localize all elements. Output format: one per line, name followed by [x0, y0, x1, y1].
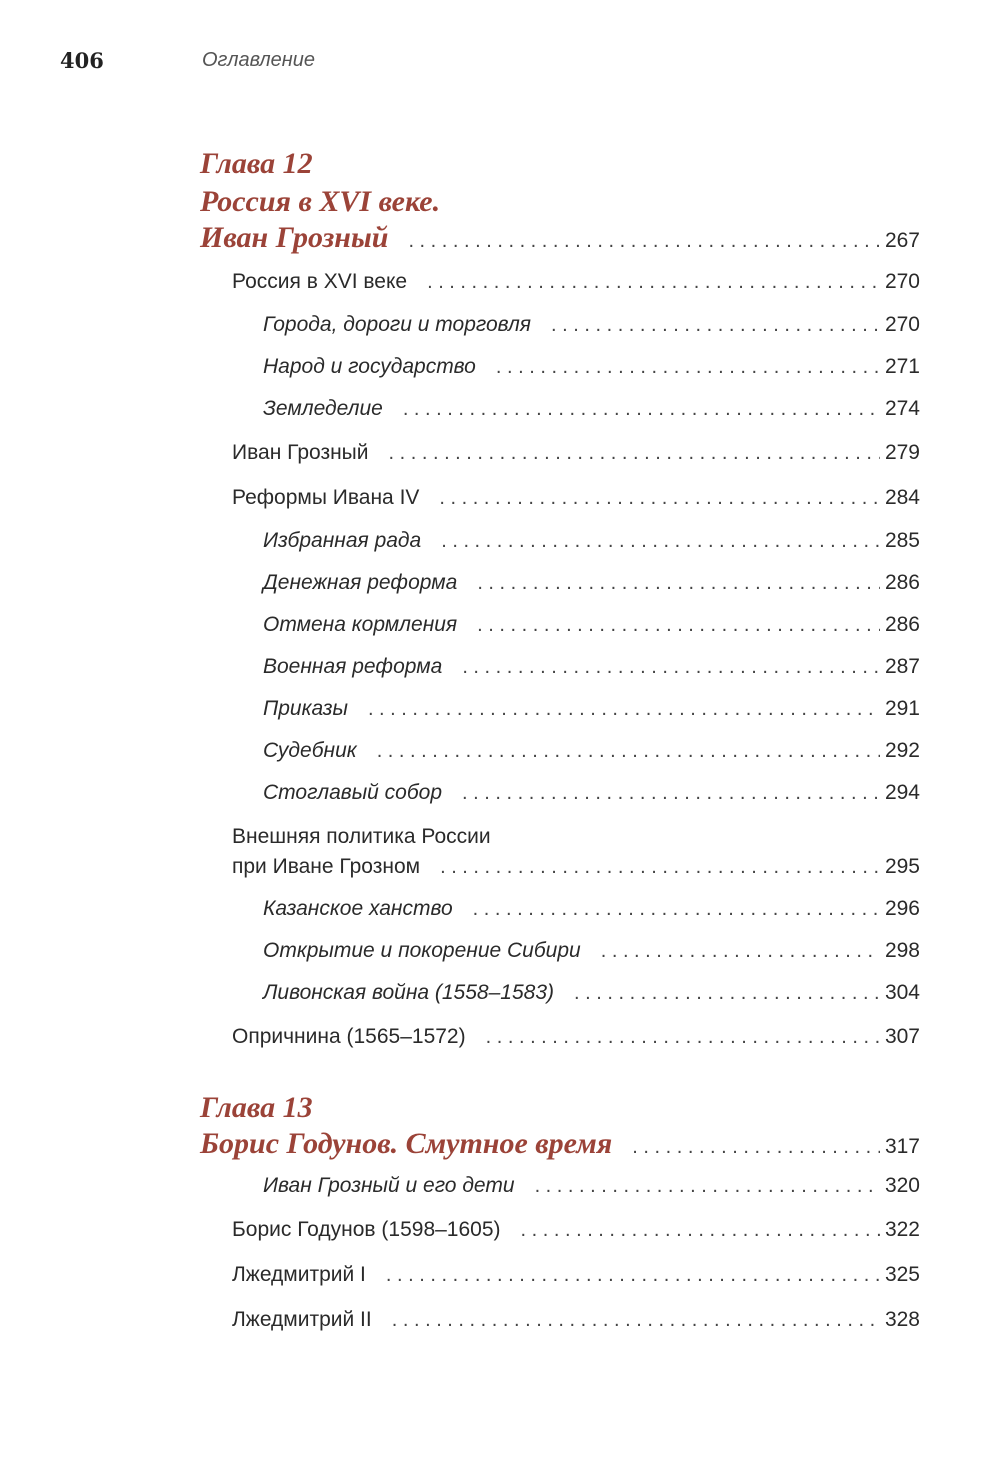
dot-leader	[574, 972, 880, 1014]
entry-title: Реформы Ивана IV	[232, 486, 420, 509]
dot-leader	[377, 730, 880, 772]
toc-entry[interactable]	[232, 475, 920, 520]
page-ref: 270	[884, 270, 920, 293]
entry-title: Лжедмитрий I	[232, 1263, 366, 1286]
chapter-13-entry[interactable]	[200, 1127, 920, 1165]
toc-entry[interactable]	[232, 430, 920, 475]
entry-title: Открытие и покорение Сибири	[263, 939, 581, 962]
dot-leader	[477, 604, 880, 646]
toc-subentry[interactable]	[263, 1165, 920, 1207]
toc-entry[interactable]	[232, 852, 920, 882]
chapter-12-title: Иван Грозный	[200, 221, 389, 254]
entry-title: Денежная реформа	[263, 571, 458, 594]
toc-subentry[interactable]	[263, 346, 920, 388]
toc-subentry[interactable]	[263, 972, 920, 1014]
dot-leader	[496, 346, 880, 388]
entry-title: Народ и государство	[263, 355, 476, 378]
entry-title: Опричнина (1565–1572)	[232, 1025, 466, 1048]
entry-title: Отмена кормления	[263, 613, 458, 636]
running-head	[60, 48, 940, 76]
page-ref: 271	[884, 355, 920, 378]
toc-entry[interactable]	[232, 1014, 920, 1059]
page-ref: 274	[884, 397, 920, 420]
page-ref: 317	[884, 1135, 920, 1158]
dot-leader	[601, 930, 880, 972]
toc-entry[interactable]	[232, 1207, 920, 1252]
page-ref: 287	[884, 655, 920, 678]
entry-title: Города, дороги и торговля	[263, 313, 532, 336]
page-ref: 298	[884, 939, 920, 962]
dot-leader	[440, 852, 880, 882]
page-ref: 285	[884, 529, 920, 552]
dot-leader	[441, 520, 880, 562]
toc-subentry[interactable]	[263, 304, 920, 346]
page-ref: 307	[884, 1025, 920, 1048]
dot-leader	[389, 431, 880, 476]
dot-leader	[632, 1136, 880, 1159]
chapter-spacer	[200, 1059, 920, 1089]
page-ref: 292	[884, 739, 920, 762]
entry-title: Приказы	[263, 697, 348, 720]
entry-title: Стоглавый собор	[263, 781, 443, 804]
chapter-13-label: Глава 13	[200, 1091, 313, 1124]
toc-entry[interactable]	[232, 1252, 920, 1297]
page-ref: 328	[884, 1308, 920, 1331]
chapter-13-title: Борис Годунов. Смутное время	[200, 1127, 613, 1160]
page-ref: 325	[884, 1263, 920, 1286]
dot-leader	[486, 1015, 880, 1060]
entry-title: Лжедмитрий II	[232, 1308, 372, 1331]
toc-subentry[interactable]	[263, 688, 920, 730]
page-ref: 322	[884, 1218, 920, 1241]
page-ref: 320	[884, 1174, 920, 1197]
dot-leader	[462, 772, 880, 814]
entry-title-line1[interactable]: Внешняя политика России	[232, 825, 491, 848]
table-of-contents	[200, 145, 920, 1342]
toc-subentry[interactable]	[263, 388, 920, 430]
dot-leader	[368, 688, 880, 730]
toc-subentry[interactable]	[263, 930, 920, 972]
entry-title: Избранная рада	[263, 529, 422, 552]
toc-entry[interactable]	[232, 1297, 920, 1342]
toc-subentry[interactable]	[263, 772, 920, 814]
toc-subentry[interactable]	[263, 646, 920, 688]
entry-title: Иван Грозный и его дети	[263, 1174, 515, 1197]
entry-title: Ливонская война (1558–1583)	[263, 981, 554, 1004]
dot-leader	[408, 230, 880, 253]
page-ref: 296	[884, 897, 920, 920]
chapter-12-entry[interactable]	[200, 221, 920, 259]
page-ref: 267	[884, 229, 920, 252]
page-ref: 286	[884, 613, 920, 636]
page-number: 406	[60, 48, 104, 73]
page-ref: 294	[884, 781, 920, 804]
entry-title: Борис Годунов (1598–1605)	[232, 1218, 501, 1241]
dot-leader	[392, 1298, 880, 1343]
dot-leader	[535, 1165, 880, 1207]
dot-leader	[521, 1208, 880, 1253]
page-ref: 284	[884, 486, 920, 509]
toc-entry[interactable]	[232, 259, 920, 304]
dot-leader	[473, 888, 880, 930]
page-ref: 295	[884, 855, 920, 878]
page-ref: 279	[884, 441, 920, 464]
dot-leader	[551, 304, 880, 346]
page-ref: 270	[884, 313, 920, 336]
entry-title: Земледелие	[263, 397, 383, 420]
dot-leader	[386, 1253, 880, 1298]
page-ref: 291	[884, 697, 920, 720]
entry-title: Иван Грозный	[232, 441, 369, 464]
toc-subentry[interactable]	[263, 888, 920, 930]
dot-leader	[439, 476, 880, 521]
toc-subentry[interactable]	[263, 520, 920, 562]
toc-subentry[interactable]	[263, 604, 920, 646]
page-ref: 286	[884, 571, 920, 594]
chapter-12-label: Глава 12	[200, 147, 313, 180]
page-ref: 304	[884, 981, 920, 1004]
entry-title: Судебник	[263, 739, 357, 762]
entry-title: Военная реформа	[263, 655, 443, 678]
section-title: Оглавление	[202, 49, 316, 71]
dot-leader	[427, 260, 880, 305]
dot-leader	[477, 562, 880, 604]
dot-leader	[462, 646, 880, 688]
chapter-12-title-line: Россия в XVI веке.	[200, 185, 441, 218]
toc-subentry[interactable]	[263, 730, 920, 772]
entry-title: Казанское ханство	[263, 897, 453, 920]
entry-title-line2: при Иване Грозном	[232, 855, 421, 878]
dot-leader	[403, 388, 880, 430]
entry-title: Россия в XVI веке	[232, 270, 408, 293]
toc-subentry[interactable]	[263, 562, 920, 604]
